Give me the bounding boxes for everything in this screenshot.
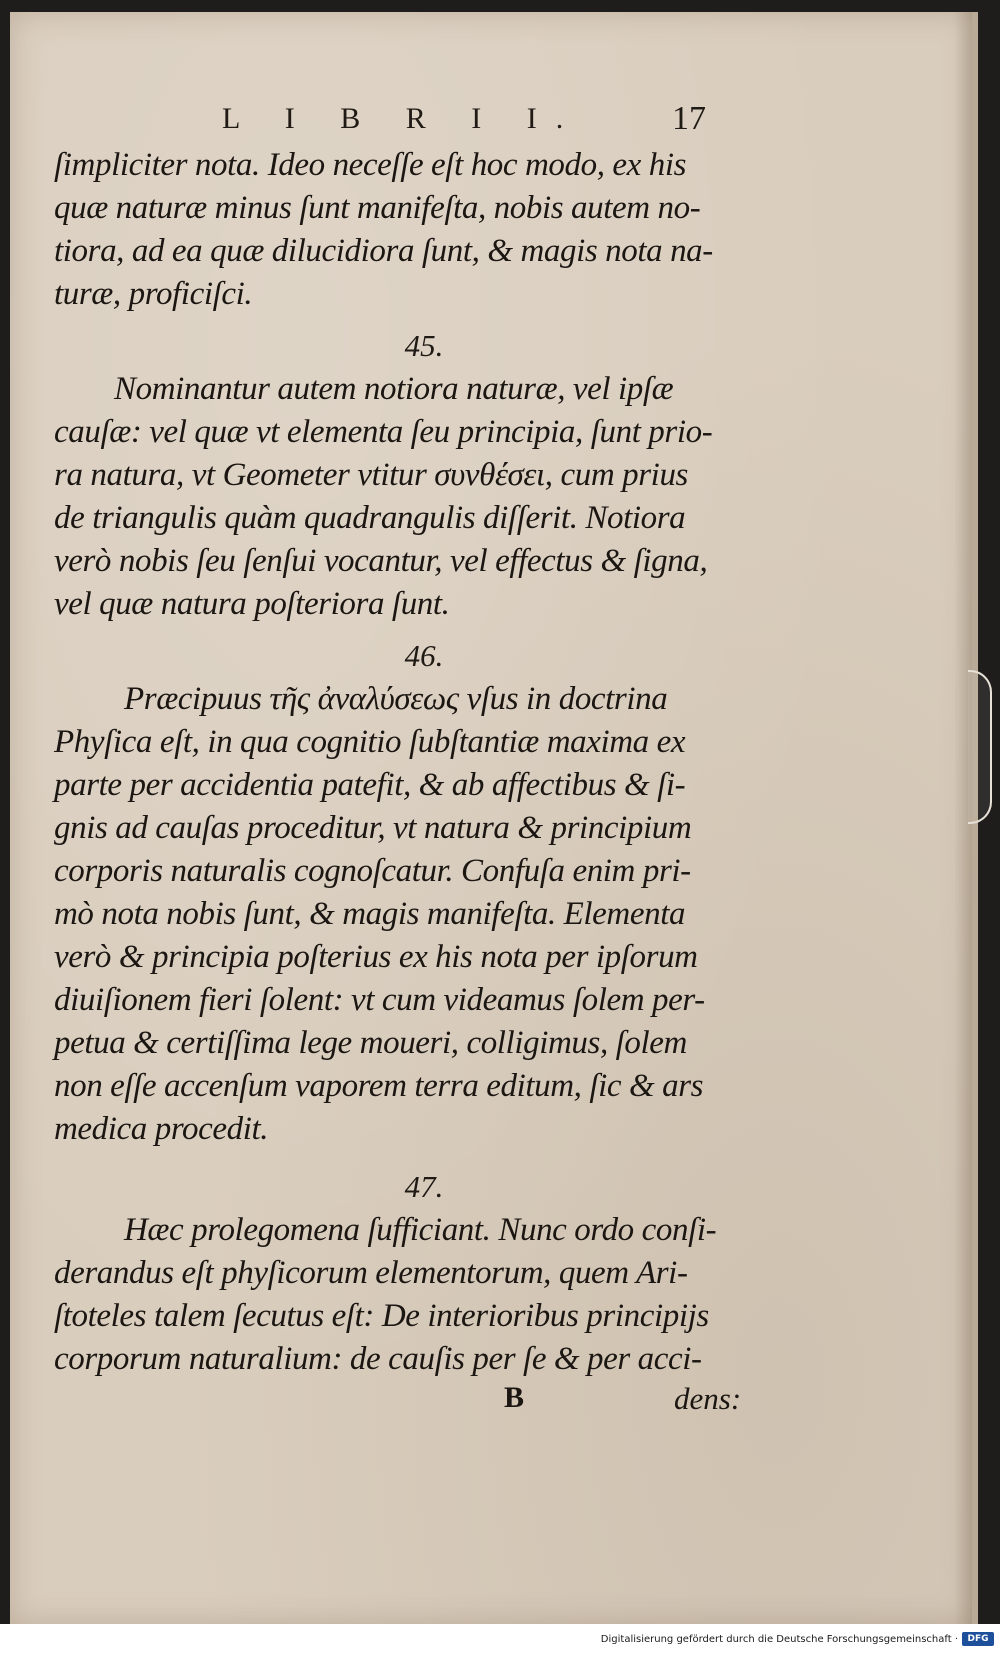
book-page <box>10 12 978 1624</box>
page-footer <box>54 1381 754 1423</box>
text-line: Hæc prolegomena ſufficiant. Nunc ordo conſi- <box>124 1212 717 1248</box>
text-line: parte per accidentia patefit, & ab affectibus & ſi- <box>54 767 686 803</box>
section-number-45: 45. <box>404 328 444 363</box>
dfg-logo-icon: DFG <box>962 1632 994 1646</box>
section-number-47: 47. <box>404 1169 444 1204</box>
paragraph-1 <box>54 144 754 316</box>
text-line: ſimpliciter nota. Ideo neceſſe eſt hoc modo, ex his <box>54 147 687 183</box>
catchword: dens: <box>674 1381 742 1416</box>
text-line: cauſæ: vel quæ vt elementa ſeu principia, ſunt prio- <box>54 414 713 450</box>
text-line: verò nobis ſeu ſenſui vocantur, vel effectus & ſigna, <box>54 543 708 579</box>
signature-mark: B <box>504 1381 525 1414</box>
text-line: Nominantur autem notiora naturæ, vel ipſæ <box>114 371 674 407</box>
paragraph-46 <box>54 678 754 1151</box>
text-line: medica procedit. <box>54 1111 269 1147</box>
dfg-credit-text: Digitalisierung gefördert durch die Deutsche Forschungsgemeinschaft · <box>600 1634 958 1645</box>
page-tab-marker <box>968 670 992 824</box>
page-number: 17 <box>672 100 706 137</box>
text-line: ſtoteles talem ſecutus eſt: De interioribus principijs <box>54 1298 709 1334</box>
text-line: petua & certiſſima lege moueri, colligimus, ſolem <box>54 1025 687 1061</box>
text-line: gnis ad cauſas proceditur, vt natura & principium <box>54 810 692 846</box>
paragraph-47 <box>54 1209 754 1381</box>
text-line: verò & principia poſterius ex his nota per ipſorum <box>54 939 698 975</box>
text-line: ra natura, vt Geometer vtitur συνθέσει, cum prius <box>54 457 688 493</box>
text-line: de triangulis quàm quadrangulis diſſerit. Notiora <box>54 500 686 536</box>
text-line: non eſſe accenſum vaporem terra editum, ſic & ars <box>54 1068 704 1104</box>
text-line: mò nota nobis ſunt, & magis manifeſta. Elementa <box>54 896 686 932</box>
header-title: L I B R I I. <box>222 102 583 135</box>
text-line: quæ naturæ minus ſunt manifeſta, nobis autem no- <box>54 190 701 226</box>
text-line: corporis naturalis cognoſcatur. Confuſa enim pri- <box>54 853 691 889</box>
dfg-footer-strip <box>0 1624 1000 1658</box>
text-block <box>54 94 754 1423</box>
text-line: corporum naturalium: de cauſis per ſe & per acci- <box>54 1341 702 1377</box>
text-line: diuiſionem fieri ſolent: vt cum videamus ſolem per- <box>54 982 705 1018</box>
text-line: Præcipuus τῆς ἀναλύσεως vſus in doctrina <box>124 681 668 717</box>
text-line: Phyſica eſt, in qua cognitio ſubſtantiæ maxima ex <box>54 724 686 760</box>
text-line: derandus eſt phyſicorum elementorum, quem Ari- <box>54 1255 688 1291</box>
text-line: tiora, ad ea quæ dilucidiora ſunt, & magis nota na- <box>54 233 713 269</box>
section-number-46: 46. <box>404 638 444 673</box>
text-line: vel quæ natura poſteriora ſunt. <box>54 586 450 622</box>
running-head <box>54 94 754 144</box>
paragraph-45 <box>54 368 754 626</box>
text-line: turæ, proficiſci. <box>54 276 253 312</box>
